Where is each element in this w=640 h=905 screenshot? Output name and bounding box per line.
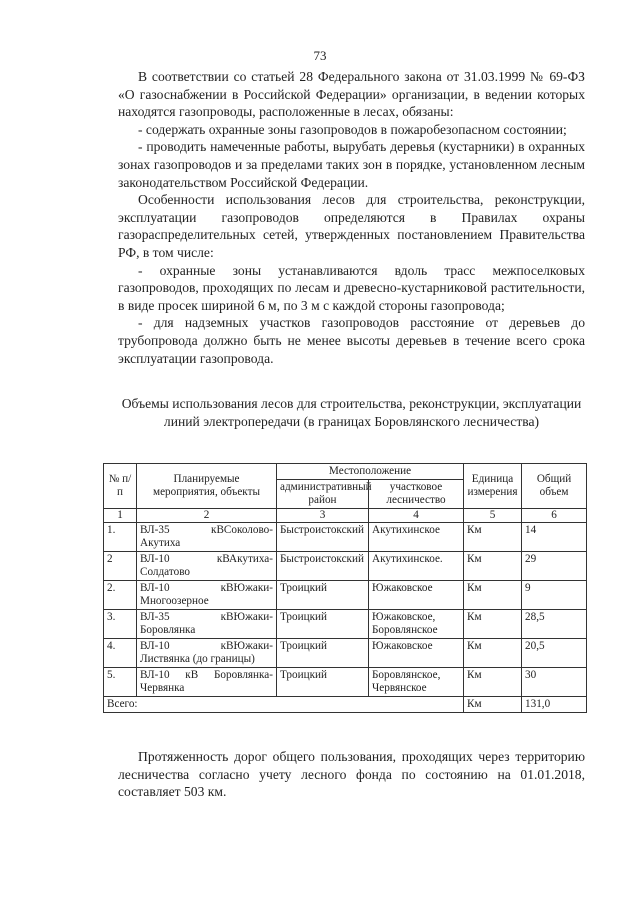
row-district: Южаковское, Боровлянское <box>369 610 464 639</box>
row-object-line: ВЛ-35 кВСоколово- <box>140 524 273 536</box>
row-object-line: Многоозерное <box>140 595 209 607</box>
row-total: 30 <box>522 668 587 697</box>
row-unit: Км <box>464 610 522 639</box>
row-district: Боровлянское, Червянское <box>369 668 464 697</box>
row-object-line: Акутиха <box>140 537 181 549</box>
row-admin: Троицкий <box>277 639 369 668</box>
paragraph-roads-length: Протяженность дорог общего пользования, проходящих через территорию лесничества согласно учету лесного фонда по состоянию на 01.01.2018, составляет 503 км. <box>118 749 585 800</box>
row-admin: Троицкий <box>277 581 369 610</box>
page-number: 73 <box>313 48 327 63</box>
row-total: 28,5 <box>522 610 587 639</box>
row-object <box>137 552 277 581</box>
header-unit: Единица измерения <box>464 464 522 509</box>
row-object <box>137 581 277 610</box>
row-num: 2. <box>104 581 137 610</box>
row-object <box>137 668 277 697</box>
row-unit: Км <box>464 581 522 610</box>
column-number: 2 <box>137 509 277 523</box>
row-num: 4. <box>104 639 137 668</box>
row-admin: Троицкий <box>277 610 369 639</box>
column-number: 5 <box>464 509 522 523</box>
table-row <box>104 610 587 639</box>
paragraph-protected-zones: - охранные зоны устанавливаются вдоль трасс межпоселковых газопроводов, проходящих по лесам и древесно-кустарниковой растительности, в виде просек шириной 6 м, по 3 м с каждой стороны газопровода; <box>118 262 585 313</box>
row-admin: Быстроистокский <box>277 552 369 581</box>
paragraph-duty-fire-safety: - содержать охранные зоны газопроводов в пожаробезопасном состоянии; <box>138 121 567 137</box>
row-object-line: Листвянка (до границы) <box>140 653 255 665</box>
table-row <box>104 668 587 697</box>
row-num: 1. <box>104 523 137 552</box>
row-admin: Быстроистокский <box>277 523 369 552</box>
row-num: 3. <box>104 610 137 639</box>
row-district: Акутихинское. <box>369 552 464 581</box>
column-number: 1 <box>104 509 137 523</box>
row-total: 29 <box>522 552 587 581</box>
row-admin: Троицкий <box>277 668 369 697</box>
table-row <box>104 639 587 668</box>
row-object-line: ВЛ-10 кВАкутиха- <box>140 553 273 565</box>
power-lines-table <box>103 463 587 713</box>
row-unit: Км <box>464 552 522 581</box>
total-value: 131,0 <box>522 697 587 713</box>
paragraph-above-ground: - для надземных участков газопроводов расстояние от деревьев до трубопровода должно быть не менее высоты деревьев в течение всего срока эксплуатации газопровода. <box>118 315 585 366</box>
row-object-line: ВЛ-10 кВ Боровлянка- <box>140 669 273 681</box>
row-unit: Км <box>464 668 522 697</box>
header-total: Общий объем <box>522 464 587 509</box>
table-row <box>104 552 587 581</box>
column-number: 3 <box>277 509 369 523</box>
row-district: Южаковское <box>369 581 464 610</box>
row-district: Южаковское <box>369 639 464 668</box>
row-unit: Км <box>464 639 522 668</box>
row-object <box>137 523 277 552</box>
total-label: Всего: <box>104 697 464 713</box>
row-object-line: Солдатово <box>140 566 190 578</box>
header-admin-district: административный район <box>277 480 369 509</box>
column-number: 6 <box>522 509 587 523</box>
row-object-line: Червянка <box>140 682 185 694</box>
table-total-row <box>104 697 587 713</box>
row-object-line: ВЛ-10 кВЮжаки- <box>140 582 273 594</box>
row-total: 14 <box>522 523 587 552</box>
row-object <box>137 639 277 668</box>
row-total: 20,5 <box>522 639 587 668</box>
row-num: 5. <box>104 668 137 697</box>
header-forest-district: участковое лесничество <box>369 480 464 509</box>
header-num: № п/п <box>104 464 137 509</box>
row-total: 9 <box>522 581 587 610</box>
paragraph-duty-tree-cutting: - проводить намеченные работы, вырубать деревья (кустарники) в охранных зонах газопроводов и за пределами таких зон в порядке, установленном лесным законодательством Российской Федерации. <box>118 139 585 190</box>
row-object-line: Боровлянка <box>140 624 196 636</box>
paragraph-law-reference: В соответствии со статьей 28 Федерального закона от 31.03.1999 № 69-ФЗ «О газоснабжении в Российской Федерации» организации, в ведении которых находятся газопроводы, расположенные в лесах, обязаны: <box>118 69 585 120</box>
header-location: Местоположение <box>277 464 464 480</box>
body-text <box>118 68 585 367</box>
column-number: 4 <box>369 509 464 523</box>
total-unit: Км <box>464 697 522 713</box>
paragraph-gas-rules: Особенности использования лесов для строительства, реконструкции, эксплуатации газопроводов определяются в Правилах охраны газораспределительных сетей, утвержденных постановлением Правительства РФ, в том числе: <box>118 192 585 260</box>
row-unit: Км <box>464 523 522 552</box>
table-row <box>104 581 587 610</box>
table-title: Объемы использования лесов для строительства, реконструкции, эксплуатации линий электропередачи (в границах Боровлянского лесничества) <box>121 396 582 429</box>
row-object-line: ВЛ-35 кВЮжаки- <box>140 611 273 623</box>
row-object <box>137 610 277 639</box>
row-district: Акутихинское <box>369 523 464 552</box>
row-num: 2 <box>104 552 137 581</box>
table-row <box>104 523 587 552</box>
header-objects: Планируемые мероприятия, объекты <box>137 464 277 509</box>
row-object-line: ВЛ-10 кВЮжаки- <box>140 640 273 652</box>
